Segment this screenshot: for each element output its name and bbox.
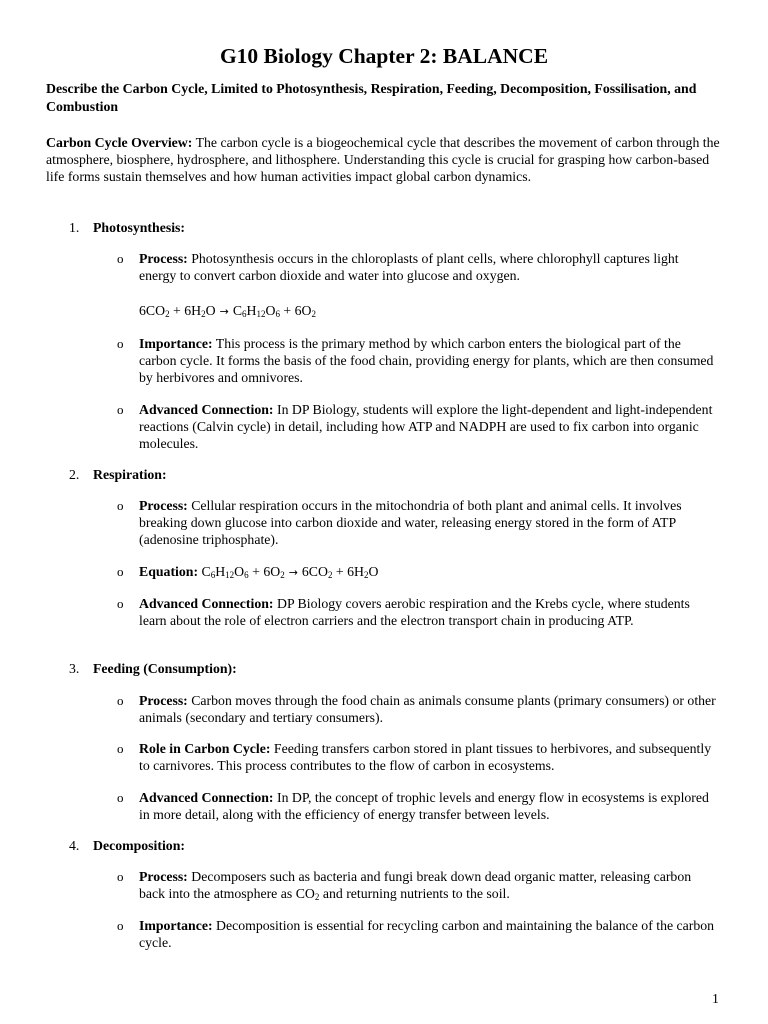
subscript: 12 — [225, 570, 235, 580]
subscript: 12 — [256, 309, 266, 319]
item-text — [139, 692, 717, 726]
item-body-tail: and returning nutrients to the soil. — [319, 886, 510, 902]
item-body: This process is the primary method by which carbon enters the biological part of the carbon cycle. It forms the basis of the food chain, providing energy for plants, which are then consumed by herbivores and omnivores. — [139, 336, 714, 386]
item-text — [139, 595, 717, 629]
list-item — [117, 335, 717, 387]
item-text — [139, 250, 717, 284]
equation-photosynthesis: $6CO_2 + 6H_2O \to C_6H_{12}O_6 + 6O_2$ — [139, 303, 316, 319]
section-title: Respiration: — [93, 467, 167, 482]
item-label: Process: — [139, 251, 188, 266]
list-item — [117, 401, 717, 453]
list-item — [117, 595, 717, 629]
section-number: 2. — [69, 467, 80, 482]
item-body: DP Biology covers aerobic respiration and the Krebs cycle, where students learn about the role of electron carriers and the electron transport chain in producing ATP. — [139, 596, 690, 629]
item-label: Process: — [139, 869, 188, 884]
section-title: Photosynthesis: — [93, 220, 185, 235]
page-number: 1 — [712, 991, 719, 1006]
overview-label: Carbon Cycle Overview: — [46, 135, 193, 150]
section-title: Feeding (Consumption): — [93, 661, 237, 676]
item-label: Advanced Connection: — [139, 402, 274, 417]
section-heading-feeding — [69, 660, 237, 677]
subscript: 6 — [275, 309, 280, 319]
section-number: 4. — [69, 838, 80, 853]
item-text — [139, 401, 717, 453]
item-text — [139, 789, 717, 823]
subscript: 6 — [210, 570, 216, 580]
item-label: Importance: — [139, 918, 213, 933]
subscript: 2 — [280, 570, 285, 580]
subscript: 2 — [327, 570, 333, 580]
subscript: 2 — [165, 309, 170, 319]
item-text — [139, 917, 717, 951]
item-text — [139, 868, 717, 902]
bullet-icon: o — [117, 251, 124, 266]
item-label: Importance: — [139, 336, 213, 351]
subscript: 2 — [311, 309, 316, 319]
bullet-icon: o — [117, 402, 124, 417]
section-heading-photosynthesis — [69, 219, 185, 236]
subscript: 2 — [201, 309, 206, 319]
page-title: G10 Biology Chapter 2: BALANCE — [219, 44, 549, 68]
bullet-icon: o — [117, 918, 124, 933]
item-body: Cellular respiration occurs in the mitochondria of both plant and animal cells. It involves breaking down glucose into carbon dioxide and water, releasing energy stored in the form of ATP (adenosine triphosphate). — [139, 498, 682, 548]
subscript: 2 — [364, 570, 369, 580]
bullet-icon: o — [117, 336, 124, 351]
item-body: In DP Biology, students will explore the light-dependent and light-independent reactions (Calvin cycle) in detail, including how ATP and NADPH are used to fix carbon into organic molecules. — [139, 402, 713, 452]
item-text — [139, 335, 717, 387]
item-text — [139, 497, 717, 549]
item-text — [139, 740, 717, 774]
item-label: Equation: — [139, 564, 199, 579]
bullet-icon: o — [117, 596, 124, 611]
item-body: Photosynthesis occurs in the chloroplasts of plant cells, where chlorophyll captures light energy to convert carbon dioxide and water into glucose and oxygen. — [139, 251, 679, 284]
section-title: Decomposition: — [93, 838, 185, 853]
item-label: Advanced Connection: — [139, 790, 274, 805]
subscript: 6 — [244, 570, 249, 580]
list-item — [117, 789, 717, 823]
list-item — [117, 497, 717, 549]
section-number: 3. — [69, 661, 80, 676]
subscript: 6 — [242, 309, 247, 319]
bullet-icon: o — [117, 790, 124, 805]
item-body: Decomposers such as bacteria and fungi break down dead organic matter, releasing carbon back into the atmosphere as CO — [139, 869, 692, 902]
item-text — [139, 563, 717, 581]
bullet-icon: o — [117, 741, 124, 756]
item-body: Carbon moves through the food chain as animals consume plants (primary consumers) or other animals (secondary and tertiary consumers). — [139, 693, 716, 726]
item-body: Decomposition is essential for recycling carbon and maintaining the balance of the carbon cycle. — [139, 918, 715, 951]
section-heading-respiration — [69, 466, 167, 483]
list-item — [117, 740, 717, 774]
list-item — [117, 250, 717, 284]
bullet-icon: o — [117, 693, 124, 708]
reaction-arrow-icon: → — [219, 305, 229, 318]
list-item — [117, 692, 717, 726]
section-heading-decomposition — [69, 837, 185, 854]
bullet-icon: o — [117, 869, 124, 884]
bullet-icon: o — [117, 564, 124, 579]
item-body: Feeding transfers carbon stored in plant tissues to herbivores, and subsequently to carnivores. This process contributes to the flow of carbon in ecosystems. — [139, 741, 712, 774]
item-body: In DP, the concept of trophic levels and energy flow in ecosystems is explored in more detail, along with the efficiency of energy transfer between levels. — [139, 790, 709, 823]
overview-text: The carbon cycle is a biogeochemical cycle that describes the movement of carbon through the atmosphere, biosphere, hydrosphere, and lithosphere. Understanding this cycle is crucial for grasping how carbon-based life forms sustain themselves and how human activities impact global carbon dynamics. — [46, 135, 720, 185]
item-label: Process: — [139, 498, 188, 513]
bullet-icon: o — [117, 498, 124, 513]
list-item — [117, 917, 717, 951]
list-item — [117, 868, 717, 902]
equation-respiration: $C_6H_{12}O_6 + 6O_2 \to 6CO_2 + 6H_2O$ — [201, 564, 379, 580]
subheading: Describe the Carbon Cycle, Limited to Photosynthesis, Respiration, Feeding, Decomposition, Fossilisation, and Combustion — [46, 81, 697, 114]
list-item — [117, 563, 717, 581]
section-number: 1. — [69, 220, 80, 235]
subscript: 2 — [314, 892, 320, 903]
item-label: Advanced Connection: — [139, 596, 274, 611]
item-label: Role in Carbon Cycle: — [139, 741, 271, 756]
item-label: Process: — [139, 693, 188, 708]
reaction-arrow-icon: → — [288, 566, 298, 579]
overview-paragraph — [46, 134, 726, 186]
